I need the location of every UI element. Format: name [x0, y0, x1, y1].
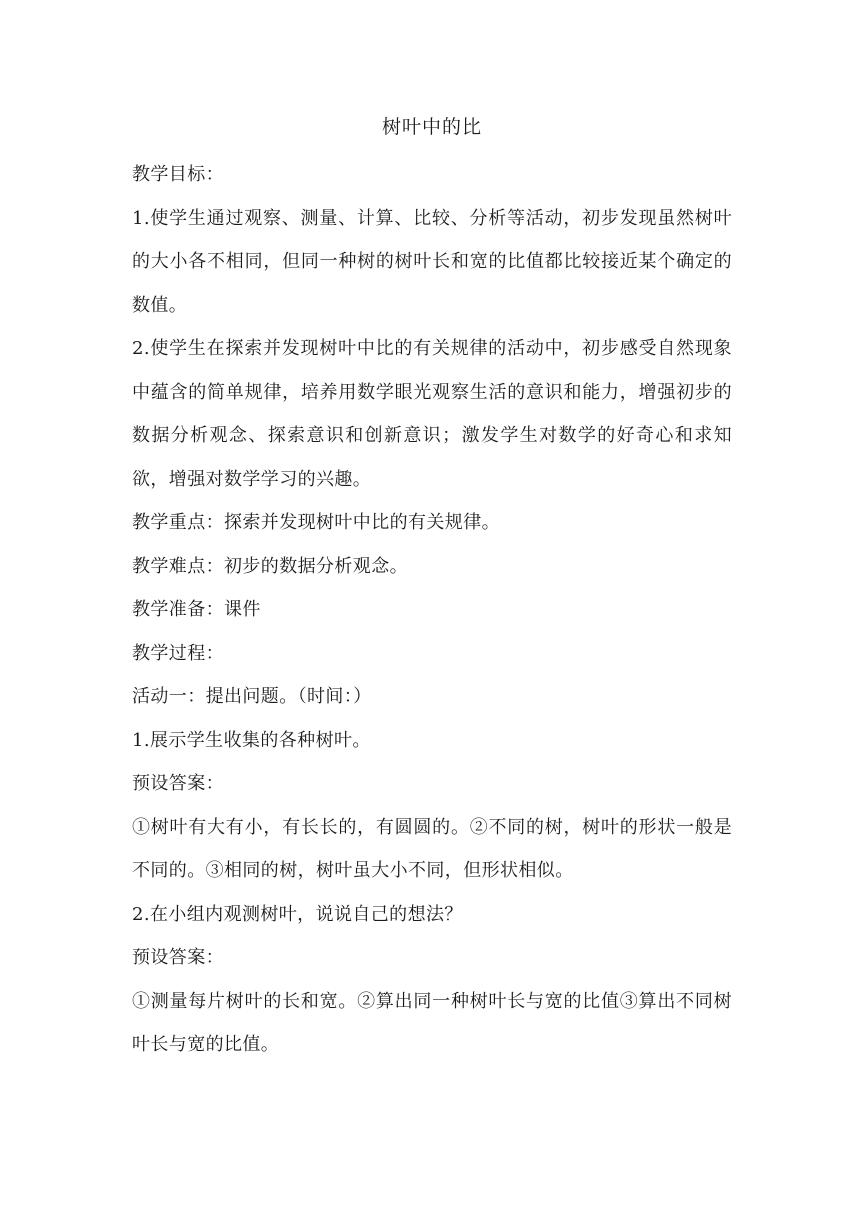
step-2-paragraph: 2.在小组内观测树叶，说说自己的想法？ [132, 903, 463, 925]
preset-answer-label-2: 预设答案： [132, 947, 224, 968]
objective-2-paragraph: 2.使学生在探索并发现树叶中比的有关规律的活动中，初步感受自然现象中蕴含的简单规律，培养用数学眼光观察生活的意识和能力，增强初步的数据分析观念、探索意识和创新意识；激发学生对数学的好奇心和求知欲，增强对数学学习的兴趣。 [132, 338, 732, 490]
teaching-difficulty-line: 教学难点：初步的数据分析观念。 [132, 555, 408, 577]
document-body [132, 110, 732, 1067]
objective-1-paragraph: 1.使学生通过观察、测量、计算、比较、分析等活动，初步发现虽然树叶的大小各不相同，但同一种树的树叶长和宽的比值都比较接近某个确定的数值。 [132, 207, 732, 316]
activity-1-heading: 活动一：提出问题。（时间：） [132, 686, 372, 707]
section-heading-objectives: 教学目标： [132, 164, 224, 185]
document-title: 树叶中的比 [381, 116, 482, 138]
section-heading-process: 教学过程： [132, 642, 224, 664]
teaching-preparation-line: 教学准备：课件 [132, 599, 261, 620]
preset-answer-2-paragraph: ①测量每片树叶的长和宽。②算出同一种树叶长与宽的比值③算出不同树叶长与宽的比值。 [132, 990, 732, 1055]
preset-answer-label-1: 预设答案： [132, 773, 224, 794]
preset-answer-1-paragraph: ①树叶有大有小，有长长的，有圆圆的。②不同的树，树叶的形状一般是不同的。③相同的树，树叶虽大小不同，但形状相似。 [132, 816, 732, 881]
step-1-paragraph: 1.展示学生收集的各种树叶。 [132, 729, 371, 751]
teaching-focus-line: 教学重点：探索并发现树叶中比的有关规律。 [132, 512, 500, 533]
